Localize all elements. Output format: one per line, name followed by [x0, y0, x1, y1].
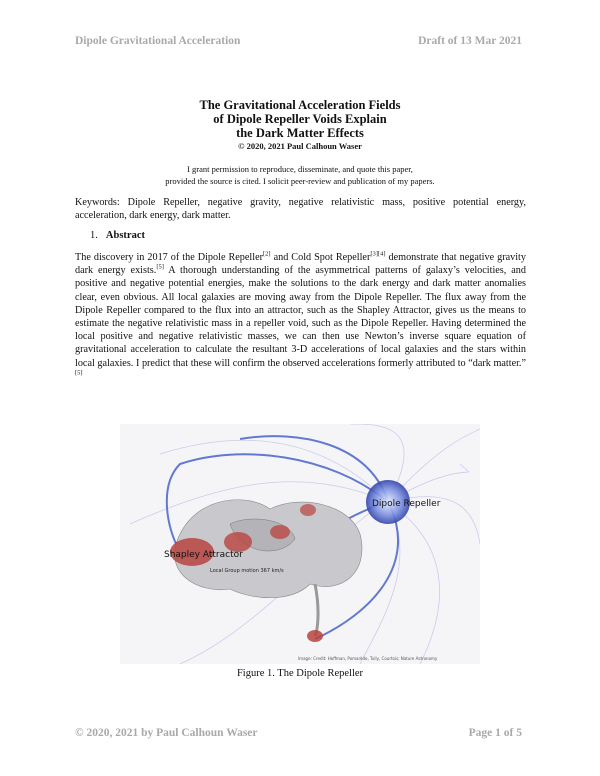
figure-caption: Figure 1. The Dipole Repeller [236, 668, 364, 679]
paper-title [0, 98, 600, 140]
running-header-right: Draft of 13 Mar 2021 [418, 35, 522, 47]
title-line-3: the Dark Matter Effects [236, 126, 364, 140]
abstract-text-3: demonstrate that negative gravity dark energy exists. [75, 252, 526, 277]
permission-line-1: I grant permission to reproduce, disseminate, and quote this paper, [187, 164, 413, 174]
abstract-text-4: A thorough understanding of the asymmetrical patterns of galaxy’s velocities, and positive and negative potential energies, make the solutions to the dark energy and dark matter anomalies clear, even obvious. All local galaxies are moving away from the Dipole Repeller. The flux away from the Dipole Repeller compared to the flux into an attractor, such as the Shapley Attractor, gives us the means to estimate the negative relativistic mass in a repeller void, such as the Dipole Repeller. Having determined the local positive and negative relativistic masses, we can then use Newton’s inverse square equation of gravitational acceleration to calculate the resultant 3-D accelerations of local galaxies and the stars within local galaxies. I predict that these will confirm the observed accelerations formerly attributed to “dark matter.” [75, 265, 526, 369]
permission-notice [0, 163, 600, 187]
title-line-2: of Dipole Repeller Voids Explain [213, 112, 387, 126]
title-copyright: © 2020, 2021 Paul Calhoun Waser [238, 141, 362, 151]
attractor-blob [270, 525, 290, 539]
permission-line-2: provided the source is cited. I solicit peer-review and publication of my papers. [165, 176, 435, 186]
abstract-text-1: The discovery in 2017 of the Dipole Repeller [75, 252, 263, 263]
title-line-1: The Gravitational Acceleration Fields [199, 98, 401, 112]
attractor-blob [307, 630, 323, 642]
citation-ref: [3][4] [370, 250, 386, 258]
citation-ref: [5] [156, 263, 164, 271]
dipole-repeller-label: Dipole Repeller [372, 499, 441, 509]
local-group-label: Local Group motion 367 km/s [210, 568, 284, 574]
keywords: Keywords: Dipole Repeller, negative gravity, negative relativistic mass, positive potential energy, acceleration, dark energy, dark matter. [75, 197, 526, 222]
shapley-attractor-label: Shapley Attractor [164, 550, 243, 560]
citation-ref: [5] [75, 369, 83, 377]
running-header-left: Dipole Gravitational Acceleration [75, 35, 241, 47]
dipole-repeller-figure [120, 424, 480, 664]
abstract-paragraph [75, 251, 526, 383]
section-title: Abstract [105, 230, 145, 241]
attractor-blob [300, 504, 316, 516]
abstract-text-2: and Cold Spot Repeller [270, 252, 371, 263]
attractor-blob [224, 532, 252, 552]
image-credit: Image: Credit: Hoffman, Pomarède, Tully, Courtois; Nature Astronomy [298, 656, 438, 661]
footer-left: © 2020, 2021 by Paul Calhoun Waser [75, 727, 258, 739]
section-heading-abstract [90, 230, 145, 241]
citation-ref: [2] [262, 250, 271, 258]
footer-right: Page 1 of 5 [468, 727, 522, 739]
section-number: 1. [90, 230, 98, 241]
